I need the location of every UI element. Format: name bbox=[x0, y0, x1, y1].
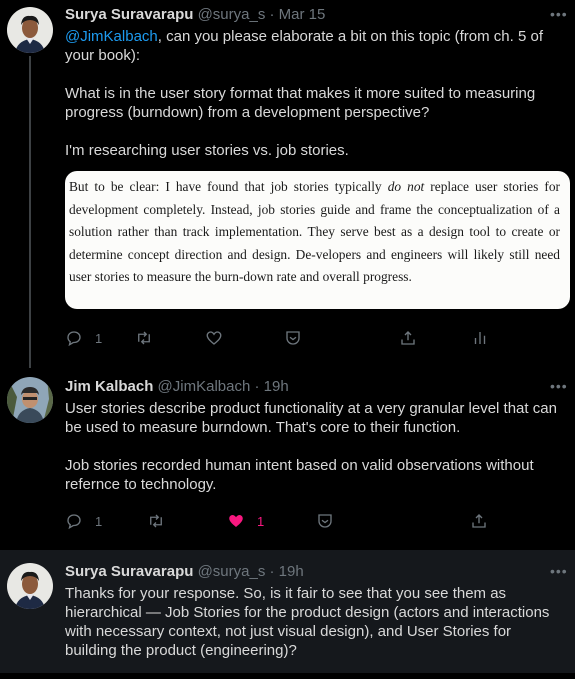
like-icon bbox=[227, 512, 245, 530]
tweet[interactable] bbox=[0, 360, 575, 550]
share-icon bbox=[470, 512, 488, 530]
reply-count: 1 bbox=[95, 330, 103, 346]
like-count: 1 bbox=[257, 513, 265, 529]
avatar[interactable] bbox=[7, 7, 53, 53]
reply-count: 1 bbox=[95, 513, 103, 529]
tweet-text-p3: I'm researching user stories vs. job stories. bbox=[65, 142, 349, 159]
like-icon bbox=[205, 329, 223, 347]
like-button[interactable] bbox=[205, 328, 235, 348]
share-button[interactable] bbox=[399, 328, 417, 348]
tweet-date[interactable]: 19h bbox=[278, 563, 304, 580]
retweet-icon bbox=[147, 512, 165, 530]
tweet-text-p1: Thanks for your response. So, is it fair to see that you see them as hierarchical — Job Stories for the product design (actors and interactions with necessary context, not just visual design), and User Stories for building the product (engineering)? bbox=[65, 585, 550, 659]
tweet-header: Surya Suravarapu @surya_s · 19h bbox=[65, 563, 304, 580]
tweet-header: Surya Suravarapu @surya_s · Mar 15 bbox=[65, 6, 326, 23]
thread-line bbox=[29, 360, 31, 368]
tweet-text-p2: What is in the user story format that makes it more suited to measuring progress (burndown) from a development perspective? bbox=[65, 85, 536, 121]
retweet-button[interactable] bbox=[135, 328, 165, 348]
quote-text-post: replace user stories for development completely. Instead, job stories guide and frame the conceptualization of a solution rather than track implementation. They serve best as a design tool to create or determine concept direction and design. De-velopers and engineers will likely still need user stories to measure the burn-down rate and overall progress. bbox=[69, 179, 560, 284]
thread-line bbox=[29, 56, 31, 360]
quote-text-em: do not bbox=[387, 179, 425, 194]
quoted-image[interactable] bbox=[65, 171, 570, 309]
reply-icon bbox=[65, 329, 83, 347]
author-name[interactable]: Surya Suravarapu bbox=[65, 563, 194, 580]
tweet-date[interactable]: Mar 15 bbox=[278, 6, 326, 23]
author-name[interactable]: Jim Kalbach bbox=[65, 378, 154, 395]
bookmark-button[interactable] bbox=[284, 328, 302, 348]
reply-icon bbox=[65, 512, 83, 530]
tweet-text-p2: Job stories recorded human intent based on valid observations without refernce to technology. bbox=[65, 457, 534, 493]
like-button[interactable] bbox=[227, 511, 264, 531]
tweet-text bbox=[65, 27, 565, 179]
tweet-text bbox=[65, 399, 565, 513]
tweet-text-p1: , can you please elaborate a bit on this topic (from ch. 5 of your book): bbox=[65, 28, 543, 64]
bookmark-icon bbox=[316, 512, 334, 530]
author-handle[interactable]: @surya_s bbox=[197, 563, 266, 580]
retweet-icon bbox=[135, 329, 153, 347]
more-icon[interactable]: ••• bbox=[550, 6, 568, 22]
action-bar bbox=[65, 328, 505, 348]
tweet-header: Jim Kalbach @JimKalbach · 19h bbox=[65, 378, 289, 395]
tweet-date[interactable]: 19h bbox=[263, 378, 289, 395]
analytics-icon bbox=[471, 329, 489, 347]
author-handle[interactable]: @JimKalbach bbox=[157, 378, 251, 395]
avatar[interactable] bbox=[7, 563, 53, 609]
analytics-button[interactable] bbox=[471, 328, 489, 348]
share-icon bbox=[399, 329, 417, 347]
more-icon[interactable]: ••• bbox=[550, 563, 568, 579]
reply-button[interactable] bbox=[65, 328, 102, 348]
avatar[interactable] bbox=[7, 377, 53, 423]
action-bar bbox=[65, 511, 505, 531]
mention-link[interactable]: @JimKalbach bbox=[65, 28, 158, 45]
more-icon[interactable]: ••• bbox=[550, 378, 568, 394]
tweet-text bbox=[65, 584, 565, 679]
share-button[interactable] bbox=[470, 511, 488, 531]
reply-button[interactable] bbox=[65, 511, 102, 531]
bookmark-icon bbox=[284, 329, 302, 347]
tweet-text-p1: User stories describe product functionality at a very granular level that can be used to measure burndown. That's core to their function. bbox=[65, 400, 557, 436]
quote-text-pre: But to be clear: I have found that job stories typically bbox=[69, 179, 388, 194]
retweet-button[interactable] bbox=[147, 511, 177, 531]
tweet[interactable] bbox=[0, 550, 575, 673]
author-handle[interactable]: @surya_s bbox=[197, 6, 266, 23]
bookmark-button[interactable] bbox=[316, 511, 334, 531]
author-name[interactable]: Surya Suravarapu bbox=[65, 6, 194, 23]
